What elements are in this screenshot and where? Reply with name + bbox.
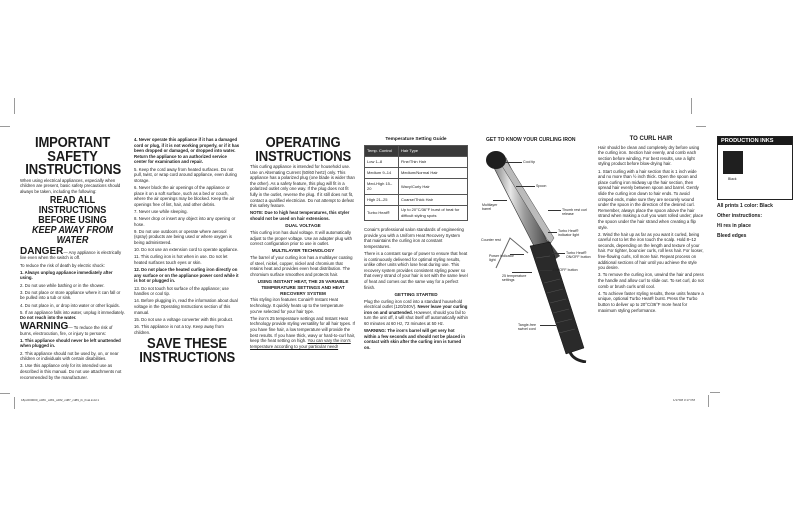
warning-word: WARNING bbox=[20, 320, 69, 332]
danger-paragraph bbox=[20, 245, 125, 261]
label-swivel-cord: Tangle-free swivel cord bbox=[518, 323, 536, 332]
table-header-row bbox=[365, 145, 468, 156]
recovery-text: Conair's professional salon standards of engineering provide you with a Uniform Heat Recovery System that maintains the curling iron at constant temperatures. bbox=[364, 227, 464, 249]
curl-step-1: 1. Start curling with a hair section that is 1 inch wide and no more than ½ inch thick. Open the spoon and place curling iron midway up the hair section, then spread hair evenly between spoon and barrel. Gently slide the curling iron down to hair ends. To avoid crimped ends, make sure they are securely wound under the spoon in the direction of the desired curl. Remember, always place the spoon above the hair strand when making a curl you want rolled under; place the spoon under the hair strand when creating a flip style. bbox=[598, 168, 704, 230]
prints-color-note: All prints 1 color: Black bbox=[717, 203, 773, 209]
curl-title: TO CURL HAIR bbox=[629, 136, 673, 142]
warning-item-3: 3. Use this appliance only for its intended use as described in this manual. Do not use attachments not recommended by the manufacturer. bbox=[20, 363, 122, 380]
danger-item-5: 5. If an appliance falls into water, unplug it immediately. Do not reach into the water. bbox=[20, 309, 125, 321]
operating-note: NOTE: Due to high heat temperatures, this styler should not be used on hair extensions. bbox=[250, 210, 350, 221]
label-onoff-button: ON/OFF button bbox=[553, 268, 578, 272]
hi-res-note: Hi res in place bbox=[717, 223, 751, 229]
label-counter-rest: Counter rest bbox=[481, 238, 501, 242]
getting-started-text: Plug the curling iron cord into a standard household electrical outlet (120/240V). Never leave your curling iron on and unattended. However, should you fail to turn the unit off, it will shut itself off automatically within 60 minutes at 60 Hz, 72 minutes at 50 Hz. bbox=[364, 298, 468, 326]
label-power-indicator: Power indicator light bbox=[489, 254, 514, 263]
label-turbo-indicator: Turbo Heat® indicator light bbox=[558, 229, 580, 238]
warning-text: — To reduce the risk of burns, electrocution, fire, or injury to persons: bbox=[20, 324, 113, 336]
warning-item-2: 2. This appliance should not be used by, on, or near children or individuals with certain disabilities. bbox=[20, 350, 119, 362]
table-header: Hair Type bbox=[398, 145, 467, 156]
diagram-title: GET TO KNOW YOUR CURLING IRON bbox=[486, 137, 576, 143]
settings-text: The iron's 25 temperature settings and Instant Heat technology provide styling versatility for all hair types. If you have fine hair, a low temperature will provide the best results. If you have thick, wavy or hard-to-curl hair, keep the heat setting on high. You can vary the iron's temperature according to your particular need! bbox=[250, 315, 356, 349]
swatch-label: Black bbox=[728, 177, 737, 181]
label-turbo-button: Turbo Heat® ON/OFF button bbox=[566, 251, 591, 260]
leader-line bbox=[493, 200, 507, 201]
danger-word: DANGER bbox=[20, 245, 64, 257]
temperature-column bbox=[364, 137, 468, 352]
curl-step-3: 3. To remove the curling iron, unwind the hair and press the handle and allow curl to slide out. To set curl, do not comb or brush curls until cool. bbox=[598, 272, 704, 289]
table-row: Medium 9–14 Medium/Normal Hair bbox=[365, 167, 468, 178]
label-thumb-rest: Thumb rest curl release bbox=[562, 208, 587, 217]
crop-mark bbox=[710, 392, 720, 393]
safety-item-11: 11. This curling iron is hot when in use. Do not let heated surfaces touch eyes or skin. bbox=[134, 254, 228, 266]
safety-item-14: 14. Before plugging in, read the information about dual voltage in the Operating Instructions section of this manual. bbox=[134, 298, 238, 315]
reduce-risk-text: To reduce the risk of death by electric shock: bbox=[20, 262, 105, 268]
black-swatch bbox=[723, 151, 743, 174]
warning-item-1: 1. This appliance should never be left unattended when plugged in. bbox=[20, 337, 121, 349]
table-header: Temp. Control bbox=[365, 145, 399, 156]
crop-mark bbox=[708, 395, 709, 407]
safety-item-16: 16. This appliance is not a toy. Keep away from children. bbox=[134, 323, 224, 335]
leader-line bbox=[510, 254, 524, 255]
warning-paragraph bbox=[20, 320, 125, 336]
curl-step-4: 4. To achieve faster styling results, these units feature a unique, optional Turbo Heat® burst. Press the Turbo button to deliver up to 20°C/36°F more heat for maximum styling performance. bbox=[598, 290, 704, 313]
danger-text: — Any appliance is electrically live even when the switch is off. bbox=[20, 249, 122, 261]
safety-item-9: 9. Do not use outdoors or operate where aerosol (spray) products are being used or where oxygen is being administered. bbox=[134, 228, 232, 246]
safety-item-12: 12. Do not place the heated curling iron directly on any surface or on the appliance power cord while it is hot or plugged in. bbox=[134, 267, 239, 284]
leader-line bbox=[548, 232, 557, 233]
multilayer-heading: MULTILAYER TECHNOLOGY bbox=[271, 248, 335, 254]
leader-line bbox=[505, 162, 522, 163]
crop-mark bbox=[0, 126, 10, 127]
dual-voltage-text: This curling iron has dual voltage. It will automatically adjust to the proper voltage. Use an adapter plug with correct configuration prior to use in outlet. bbox=[250, 229, 352, 247]
crop-mark bbox=[0, 393, 10, 394]
operating-intro: This curling appliance is intended for household use. Use on Alternating Current (50/60 hertz) only. This appliance has a polarized plug (one blade is wider than the other). As a safety feature, this plug will fit in a polarized outlet only one way. If the plug does not fit fully in the outlet, reverse the plug. If it still does not fit, contact a qualified electrician. Do not attempt to defeat this safety feature. bbox=[250, 164, 355, 209]
safety-item-13: 13. Do not touch hot surface of the appliance; use handles or cool tip. bbox=[134, 285, 229, 297]
safety-item-6: 6. Never block the air openings of the appliance or place it on a soft surface, such as a bed or couch, where the air openings may be blocked. Keep the air openings free of lint, hair, and other debris. bbox=[134, 184, 235, 207]
safety-item-15: 15. Do not use a voltage converter with this product. bbox=[134, 316, 234, 322]
temperature-guide-title: Temperature Setting Guide bbox=[385, 137, 447, 142]
label-temp-settings: 25 temperature settings bbox=[502, 274, 527, 283]
safety-title: IMPORTANT SAFETY INSTRUCTIONS bbox=[25, 135, 121, 178]
label-cool-tip: Cool tip bbox=[523, 160, 536, 164]
danger-item-1: 1. Always unplug appliance immediately after using. bbox=[20, 269, 113, 281]
table-row: Med-High 15–20 Wavy/Curly Hair bbox=[365, 179, 468, 194]
production-inks-title: PRODUCTION INKS bbox=[718, 137, 792, 145]
leader-line bbox=[540, 270, 552, 271]
table-row: High 21–25 Coarse/Thick Hair bbox=[365, 194, 468, 205]
table-row: Low 1–8 Fine/Thin Hair bbox=[365, 156, 468, 167]
production-inks-box bbox=[717, 136, 793, 200]
leader-line bbox=[516, 186, 535, 187]
leader-line bbox=[552, 253, 565, 254]
curl-column bbox=[598, 137, 704, 315]
temperature-guide-table bbox=[364, 145, 468, 222]
label-multilayer-barrel: Multilayer barrel bbox=[482, 203, 498, 212]
multilayer-text: The barrel of your curling iron has a multilayer coating of steel, nickel, copper, nickel and chromium that retains heat and provides even heat distribution. The chromium surface smoothes and protects hair. bbox=[250, 255, 353, 277]
safety-item-4: 4. Never operate this appliance if it has a damaged cord or plug, if it is not working properly, or if it has been dropped or damaged, or dropped into water. Return the appliance to an authorized service center for examination and repair. bbox=[134, 137, 240, 165]
table-row: Turbo Heat® Up to 20°C/36°F burst of heat for difficult styling spots bbox=[365, 205, 468, 220]
label-spoon: Spoon bbox=[536, 184, 547, 188]
leader-line bbox=[512, 272, 532, 273]
bleed-note: Bleed edges bbox=[717, 233, 747, 239]
dual-voltage-heading: DUAL VOLTAGE bbox=[285, 223, 321, 229]
surge-text: There is a constant surge of power to ensure that heat is continuously delivered for optimal styling results, unlike other units which lose heat during use. This recovery system provides consistent styling power so that every strand of your hair is set with the same level of heat and comes out the same way for a perfect finish. bbox=[364, 251, 468, 290]
safety-continued-column bbox=[134, 137, 240, 365]
safety-item-7: 7. Never use while sleeping. bbox=[134, 208, 188, 214]
safety-item-10: 10. Do not use an extension cord to operate appliance. bbox=[134, 247, 239, 253]
leader-line bbox=[548, 210, 561, 211]
keep-away-heading: KEEP AWAY FROM WATER bbox=[31, 224, 113, 246]
crop-mark bbox=[696, 126, 706, 127]
danger-item-2: 2. Do not use while bathing or in the shower. bbox=[20, 282, 105, 288]
crop-mark bbox=[14, 98, 15, 114]
safety-item-8: 8. Never drop or insert any object into any opening or hose. bbox=[134, 216, 236, 227]
curl-step-2: 2. Wind the hair up as far as you want it curled, being careful not to let the iron touch the scalp. Hold 8–12 seconds, depending on the length and texture of your hair. For tighter, bouncier curls, roll less hair. For looser, free-flowing curls, roll more hair. Repeat process on additional sections of hair until you achieve the style you desire. bbox=[598, 231, 704, 271]
other-instructions-label: Other instructions: bbox=[717, 213, 763, 219]
operating-title: OPERATING INSTRUCTIONS bbox=[255, 135, 352, 165]
curl-intro: Hair should be clean and completely dry before using the curling iron. Section hair evenly, and comb each section before winding. For best results, use a light styling product before blow-drying hair. bbox=[598, 144, 700, 167]
safety-intro: When using electrical appliances, especially when children are present, basic safety precautions should always be taken, including the following: bbox=[20, 177, 121, 194]
instant-heat-text: This styling iron features Conair® Instant Heat technology. It quickly heats up to the temperature you've selected for your hair type. bbox=[250, 297, 344, 314]
getting-started-heading: GETTING STARTED bbox=[394, 291, 438, 297]
file-name-slug: 18pc000000_cd8C_cd81_cd82_cd87_cd89_ib_final.indd 1 bbox=[21, 398, 100, 402]
save-instructions-title: SAVE THESE INSTRUCTIONS bbox=[139, 336, 236, 366]
danger-item-3: 3. Do not place or store appliance where it can fall or be pulled into a tub or sink. bbox=[20, 289, 121, 301]
crop-mark bbox=[691, 98, 692, 114]
safety-column bbox=[20, 137, 125, 382]
danger-item-4: 4. Do not place in, or drop into water or other liquids. bbox=[20, 302, 120, 308]
read-all-heading: READ ALL INSTRUCTIONS BEFORE USING bbox=[38, 194, 107, 226]
crop-mark bbox=[14, 397, 15, 409]
instant-heat-heading: USING INSTANT HEAT, THE 25 VARIABLE TEMPERATURE SETTINGS AND HEAT RECOVERY SYSTEM bbox=[257, 279, 349, 296]
barrel-warning: WARNING: The iron's barrel will get very hot within a few seconds and should not be placed in contact with skin after the curling iron is turned on. bbox=[364, 328, 465, 350]
operating-column bbox=[250, 137, 356, 351]
leader-line bbox=[540, 325, 556, 326]
safety-item-5: 5. Keep the cord away from heated surfaces. Do not pull, twist, or wrap cord around appliance, even during storage. bbox=[134, 166, 237, 183]
date-slug: 1/17/08 3:17 PM bbox=[673, 398, 696, 402]
